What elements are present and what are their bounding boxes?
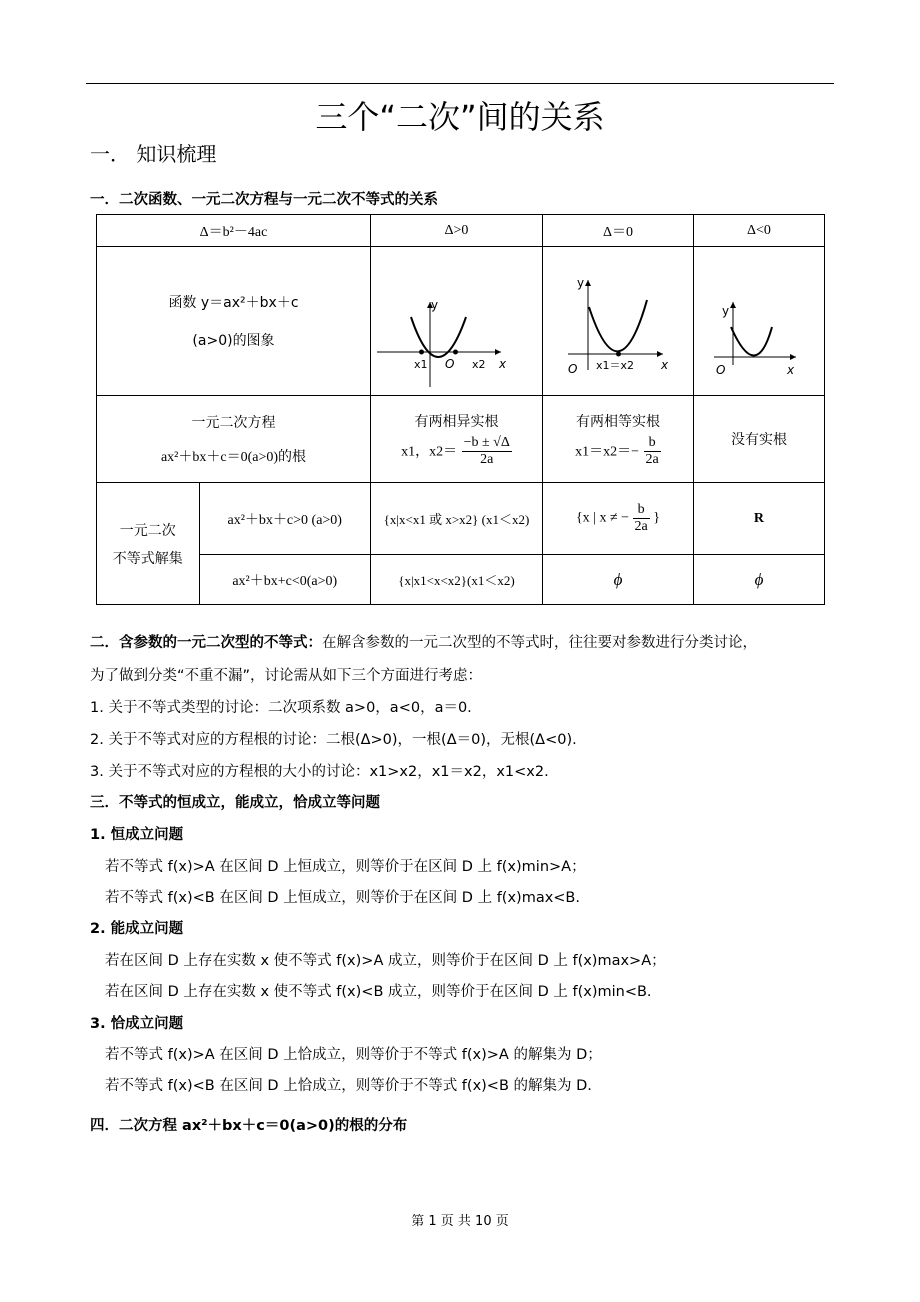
inequality-row-label [97, 483, 200, 605]
y-label: y [431, 298, 439, 312]
sec2-item3: 3. 关于不等式对应的方程根的大小的讨论：x1>x2，x1＝x2，x1<x2. [90, 764, 549, 780]
ineq-gt-one-root [542, 483, 693, 555]
table-row [97, 396, 825, 483]
roots-none: 没有实根 [693, 396, 824, 483]
header-delta: Δ＝b²－4ac [97, 215, 371, 247]
x-label: x [786, 363, 795, 377]
roots-two-prefix: x1，x2＝ [401, 444, 458, 459]
formula-numerator: −b ± √Δ [463, 434, 510, 450]
sec3-p1-title: 1. 恒成立问题 [90, 827, 184, 843]
sec2-item1: 1. 关于不等式类型的讨论：二次项系数 a>0，a<0，a＝0. [90, 700, 472, 716]
set-fraction [633, 502, 650, 535]
fraction-numerator: b [644, 435, 661, 452]
graph-no-root [693, 247, 824, 396]
ineq-gt-two-roots: {x|x<x1 或 x>x2} (x1＜x2) [370, 483, 542, 555]
y-axis-arrow [585, 280, 591, 286]
ineq-lt-condition: ax²＋bx+c<0(a>0) [199, 555, 370, 605]
graph-row-label [97, 247, 371, 396]
roots-label-line1: 一元二次方程 [191, 415, 276, 431]
root-point [616, 352, 621, 357]
fraction-denominator: 2a [645, 451, 659, 467]
ineq-lt-no-root: ϕ [693, 555, 824, 605]
root-point-x1 [419, 350, 424, 355]
sec3-p2-line2: 若在区间 D 上存在实数 x 使不等式 f(x)<B 成立，则等价于在区间 D 上 f(x)min<B. [105, 984, 652, 1000]
graph-label-line2: (a>0)的图象 [192, 333, 275, 349]
x-label: x [499, 357, 507, 371]
quadratic-formula [462, 435, 512, 468]
x-label: x [660, 358, 669, 372]
sec2-item2: 2. 关于不等式对应的方程根的讨论：二根(Δ>0)，一根(Δ＝0)，无根(Δ<0). [90, 732, 577, 748]
parabola [589, 300, 647, 351]
origin-label: O [567, 362, 578, 376]
sec3-p1-line1: 若不等式 f(x)>A 在区间 D 上恒成立，则等价于在区间 D 上 f(x)min>A； [105, 859, 586, 875]
y-label: y [721, 304, 730, 318]
page-footer: 第 1 页 共 10 页 [411, 1214, 509, 1229]
relation-table [96, 214, 825, 605]
roots-label-line2: ax²＋bx＋c＝0(a>0)的根 [160, 450, 307, 465]
sec3-p3-line2: 若不等式 f(x)<B 在区间 D 上恰成立，则等价于不等式 f(x)<B 的解集为 D. [105, 1078, 592, 1094]
set-fraction-numerator: b [633, 502, 650, 519]
sec2-heading: 二．含参数的一元二次型的不等式： [90, 635, 322, 651]
set-fraction-denominator: 2a [634, 519, 648, 534]
graph-two-roots [370, 247, 542, 396]
set-prefix: {x | x ≠ − [575, 510, 630, 526]
subsection-heading-relation: 一．二次函数、一元二次方程与一元二次不等式的关系 [90, 192, 438, 208]
sec3-p1-line2: 若不等式 f(x)<B 在区间 D 上恒成立，则等价于在区间 D 上 f(x)max<B. [105, 890, 580, 906]
section-heading-knowledge: 一． 知识梳理 [90, 142, 217, 166]
sec3-p2-title: 2. 能成立问题 [90, 921, 184, 937]
ineq-gt-no-root: R [693, 483, 824, 555]
sec3-p3-line1: 若不等式 f(x)>A 在区间 D 上恰成立，则等价于不等式 f(x)>A 的解集为 D； [105, 1047, 602, 1063]
roots-equal-prefix: x1＝x2＝− [575, 444, 640, 459]
roots-two [370, 396, 542, 483]
origin-label: O [445, 357, 455, 371]
header-delta-zero: Δ＝0 [542, 215, 693, 247]
ineq-lt-one-root: ϕ [542, 555, 693, 605]
double-root-fraction [644, 435, 661, 468]
page-title: 三个“二次”间的关系 [315, 98, 605, 136]
inequality-label-line1: 一元二次 [119, 522, 176, 539]
ineq-lt-two-roots: {x|x1<x<x2}(x1＜x2) [370, 555, 542, 605]
x1-label: x1 [414, 358, 428, 371]
table-row [97, 555, 825, 605]
graph-label-line1: 函数 y＝ax²＋bx＋c [168, 295, 299, 311]
header-delta-neg: Δ<0 [693, 215, 824, 247]
sec3-p3-title: 3. 恰成立问题 [90, 1016, 184, 1032]
set-suffix: } [653, 510, 660, 526]
parabola-no-root-graph [694, 247, 824, 391]
table-row [97, 247, 825, 396]
sec4-heading: 四．二次方程 ax²＋bx＋c＝0(a>0)的根的分布 [90, 1118, 408, 1134]
y-axis-arrow [730, 302, 736, 308]
parabola-two-roots-graph [371, 247, 541, 391]
parabola-one-root-graph [543, 247, 693, 391]
header-delta-pos: Δ>0 [370, 215, 542, 247]
root-point-x2 [453, 350, 458, 355]
x-axis-arrow [657, 351, 663, 357]
sec2-line1 [90, 631, 757, 652]
formula-denominator: 2a [480, 451, 494, 467]
table-row [97, 215, 825, 247]
roots-equal-title: 有两相等实根 [575, 413, 660, 430]
sec3-p2-line1: 若在区间 D 上存在实数 x 使不等式 f(x)>A 成立，则等价于在区间 D 上 f(x)max>A； [105, 953, 666, 969]
header-rule [86, 83, 834, 84]
sec2-text1: 在解含参数的一元二次型的不等式时，往往要对参数进行分类讨论， [322, 635, 757, 651]
x-axis-arrow [495, 349, 501, 355]
sec3-heading: 三．不等式的恒成立，能成立，恰成立等问题 [90, 795, 380, 811]
sec2-text2: 为了做到分类“不重不漏”，讨论需从如下三个方面进行考虑： [90, 668, 483, 684]
roots-equal [542, 396, 693, 483]
x2-label: x2 [472, 358, 486, 371]
roots-row-label [97, 396, 371, 483]
origin-label: O [715, 363, 726, 377]
parabola [731, 327, 772, 356]
table-row [97, 483, 825, 555]
ineq-gt-condition: ax²＋bx＋c>0 (a>0) [199, 483, 370, 555]
x-axis-arrow [790, 354, 796, 360]
y-label: y [576, 276, 585, 290]
x1-equals-x2-label: x1＝x2 [595, 359, 634, 372]
roots-two-title: 有两相异实根 [414, 413, 499, 430]
graph-one-root [542, 247, 693, 396]
inequality-label-line2: 不等式解集 [112, 550, 183, 567]
